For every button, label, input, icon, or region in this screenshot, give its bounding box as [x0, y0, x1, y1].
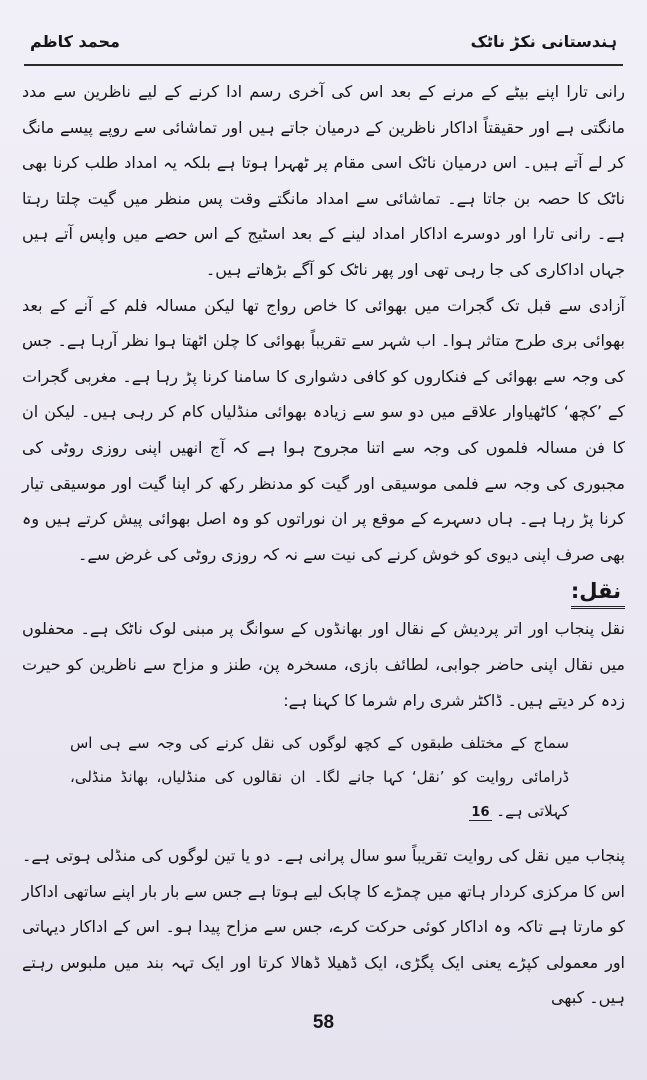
section-heading-naql: نقل:	[571, 576, 625, 609]
quote-text: سماج کے مختلف طبقوں کے کچھ لوگوں کی نقل کرنے کی وجہ سے ہی اس ڈرامائی روایت کو ’نقل‘ کہا جانے لگا۔ ان نقالوں کی منڈلیاں، بھانڈ منڈلی، کہلاتی ہے۔	[70, 734, 569, 821]
paragraph-punjab-naql: پنجاب میں نقل کی روایت تقریباً سو سال پرانی ہے۔ دو یا تین لوگوں کی منڈلی ہوتی ہے۔ اس کا مرکزی کردار ہاتھ میں چمڑے کا چابک لیے ہوتا ہے جس سے بار بار اپنے ساتھی اداکار کو مارتا ہے تاکہ وہ اداکار کوئی حرکت کرے، جس سے مزاح پیدا ہو۔ اس کے اداکار دیہاتی اور معمولی کپڑے یعنی ایک پگڑی، ایک ڈھیلا ڈھالا کرتا اور ایک تہہ بند میں ملبوس رہتے ہیں۔ کبھی	[22, 846, 625, 1008]
page-body	[22, 74, 625, 1016]
page-number: 58	[312, 1012, 335, 1033]
book-title: ہندستانی نکڑ ناٹک	[470, 32, 617, 51]
author-name: محمد کاظم	[30, 32, 120, 51]
block-quote	[70, 726, 569, 830]
section-heading-wrapper	[22, 572, 625, 611]
paragraph-bhavai: آزادی سے قبل تک گجرات میں بھوائی کا خاص رواج تھا لیکن مسالہ فلم کے آنے کے بعد بھوائی بری طرح متاثر ہوا۔ اب شہر سے تقریباً بھوائی کا چلن اٹھتا ہوا نظر آرہا ہے۔ جس کی وجہ سے بھوائی کے فنکاروں کو کافی دشواری کا سامنا کرنا پڑ رہا ہے۔ مغربی گجرات کے ’کچھ‘ کاٹھیاوار علاقے میں دو سو سے زیادہ بھوائی منڈلیاں کام کر رہی ہیں۔ لیکن ان کا فن مسالہ فلموں کی وجہ سے اتنا مجروح ہوا ہے کہ آج انھیں اپنی روزی روٹی کی مجبوری کی وجہ سے فلمی موسیقی اور گیت کو مدنظر رکھ کر اپنا گیت اور موسیقی تیار کرنا پڑ رہا ہے۔ ہاں دسہرے کے موقع پر ان نوراتوں کو وہ اصل بھوائی پیش کرتے ہیں وہ بھی صرف اپنی دیوی کو خوش کرنے کی نیت سے نہ کہ روزی روٹی کی غرض سے۔	[22, 295, 625, 564]
footnote-marker: 16	[471, 805, 490, 821]
paragraph-rani-tara: رانی تارا اپنے بیٹے کے مرنے کے بعد اس کی آخری رسم ادا کرنے کے لیے ناظرین سے مدد مانگتی ہے اور حقیقتاً اداکار ناظرین کے درمیان جاتے ہیں اور تماشائی سے روپے پیسے مانگ کر لے آتے ہیں۔ اس درمیان ناٹک اسی مقام پر ٹھہرا ہوتا ہے بلکہ یہ امداد طلب کرنا بھی ناٹک کا حصہ بن جاتا ہے۔ تماشائی سے امداد مانگتے وقت پس منظر میں گیت چلتا رہتا ہے۔ رانی تارا اور دوسرے اداکار امداد لینے کے بعد اسٹیج کے اس حصے میں واپس آتے ہیں جہاں اداکاری کی جا رہی تھی اور پھر ناٹک کو آگے بڑھاتے ہیں۔	[22, 82, 625, 279]
running-header	[24, 28, 623, 66]
paragraph-naql-intro: نقل پنجاب اور اتر پردیش کے نقال اور بھانڈوں کے سوانگ پر مبنی لوک ناٹک ہے۔ محفلوں میں نقال اپنی حاضر جوابی، لطائف بازی، مسخرہ پن، طنز و مزاح سے ناظرین کو حیرت زدہ کر دیتے ہیں۔ ڈاکٹر شری رام شرما کا کہنا ہے:	[22, 619, 625, 710]
